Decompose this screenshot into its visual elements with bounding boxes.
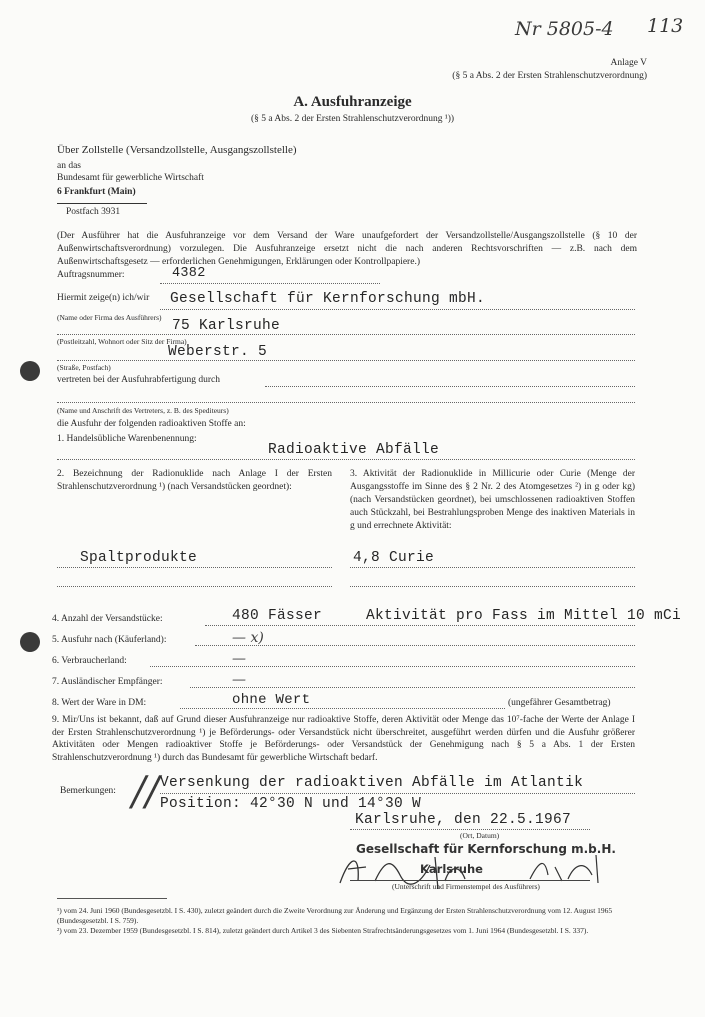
exporter-city-caption: (Postleitzahl, Wohnort oder Sitz der Firma) bbox=[57, 337, 187, 346]
company-stamp-line1: Gesellschaft für Kernforschung m.b.H. bbox=[356, 842, 616, 856]
company-stamp-line2: Karlsruhe bbox=[420, 862, 483, 876]
punch-hole-bottom bbox=[20, 632, 40, 652]
export-intro: die Ausfuhr der folgenden radioaktiven Stoffe an: bbox=[57, 419, 246, 429]
customs-office-label: Über Zollstelle (Versandzollstelle, Ausgangszollstelle) bbox=[57, 144, 297, 156]
item6-value: — bbox=[232, 651, 246, 667]
footnote-2: ²) vom 23. Dezember 1959 (Bundesgesetzbl. I S. 814), zuletzt geändert durch Artikel 3 des Siebenten Strafrechtsänderungsgesetzes vom 1. Juni 1964 (Bundesgesetzbl. I S. 337). bbox=[57, 926, 589, 935]
item1-value: Radioaktive Abfälle bbox=[268, 442, 440, 458]
address-pobox: Postfach 3931 bbox=[66, 207, 121, 217]
exporter-intro: Hiermit zeige(n) ich/wir bbox=[57, 293, 150, 303]
item8-label: 8. Wert der Ware in DM: bbox=[52, 698, 147, 708]
page-number: 113 bbox=[647, 15, 684, 37]
document-subtitle: (§ 5 a Abs. 2 der Ersten Strahlenschutzverordnung ¹)) bbox=[250, 114, 455, 124]
punch-hole-top bbox=[20, 361, 40, 381]
item2-label: 2. Bezeichnung der Radionuklide nach Anlage I der Ersten Strahlenschutzverordnung ¹) (nach Versandstücken geordnet): bbox=[57, 469, 332, 492]
exporter-street: Weberstr. 5 bbox=[168, 344, 268, 360]
item8-suffix: (ungefährer Gesamtbetrag) bbox=[508, 698, 611, 708]
item3-value: 4,8 Curie bbox=[353, 550, 435, 566]
annex-reference: (§ 5 a Abs. 2 der Ersten Strahlenschutzverordnung) bbox=[452, 71, 647, 81]
item4-value: 480 Fässer bbox=[232, 608, 323, 624]
item7-label: 7. Ausländischer Empfänger: bbox=[52, 677, 163, 687]
item9-text: 9. Mir/Uns ist bekannt, daß auf Grund dieser Ausfuhranzeige nur radioaktive Stoffe, deren Aktivität oder Menge das 10⁷-fache der Werte der Anlage I der Ersten Strahlenschutzverordnung ¹) je Beförderungs- oder Versandstück nicht überschreitet, ausgeführt werden dürfen und die Ausfuhr größerer Aktivitäten oder Mengen radioaktiver Stoffe je Beförderungs- oder Versandstück der Genehmigung nach § 5 a Abs. 1 der Ersten Strahlenschutzverordnung ¹) durch das Bundesamt für gewerbliche Wirtschaft bedarf. bbox=[52, 715, 635, 763]
annex-label: Anlage V bbox=[610, 58, 647, 68]
place-date-value: Karlsruhe, den 22.5.1967 bbox=[355, 812, 572, 828]
exporter-city: 75 Karlsruhe bbox=[172, 318, 281, 334]
exporter-street-caption: (Straße, Postfach) bbox=[57, 363, 111, 372]
item6-label: 6. Verbraucherland: bbox=[52, 656, 127, 666]
instructions-text: (Der Ausführer hat die Ausfuhranzeige vor dem Versand der Ware unaufgefordert der Versandzollstelle/Ausgangszollstelle (§ 10 der Außenwirtschaftsverordnung) vorzulegen. Die Ausfuhranzeige ersetzt nicht die nach anderen Rechtsvorschriften — z.B. nach dem Außenwirtschaftsgesetz — erforderlichen Genehmigungen, Erklärungen oder Kontrollpapiere.) bbox=[57, 231, 637, 267]
order-number-label: Auftragsnummer: bbox=[57, 270, 125, 280]
exporter-name: Gesellschaft für Kernforschung mbH. bbox=[170, 291, 486, 307]
file-number: Nr 5805-4 bbox=[515, 18, 614, 40]
remarks-line2: Position: 42°30 N und 14°30 W bbox=[160, 796, 422, 812]
item5-label: 5. Ausfuhr nach (Käuferland): bbox=[52, 635, 167, 645]
order-number-value: 4382 bbox=[172, 266, 206, 281]
address-to: an das bbox=[57, 161, 82, 171]
footnote-1: ¹) vom 24. Juni 1960 (Bundesgesetzbl. I S. 430), zuletzt geändert durch die Zweite Verordnung zur Änderung und Ergänzung der Ersten Strahlenschutzverordnung vom 12. August 1965 (Bundesgesetzbl. I S. 759). bbox=[57, 906, 613, 925]
document-title: A. Ausfuhranzeige bbox=[293, 94, 412, 110]
place-date-caption: (Ort, Datum) bbox=[460, 831, 500, 840]
address-office: Bundesamt für gewerbliche Wirtschaft bbox=[57, 173, 204, 183]
item4-label: 4. Anzahl der Versandstücke: bbox=[52, 614, 163, 624]
item1-label: 1. Handelsübliche Warenbenennung: bbox=[57, 434, 197, 444]
exporter-name-caption: (Name oder Firma des Ausführers) bbox=[57, 313, 162, 322]
representative-caption: (Name und Anschrift des Vertreters, z. B. des Spediteurs) bbox=[57, 406, 229, 415]
remarks-bracket-icon: // bbox=[132, 769, 159, 815]
representative-label: vertreten bei der Ausfuhrabfertigung durch bbox=[57, 375, 221, 385]
item3-label: 3. Aktivität der Radionuklide in Millicurie oder Curie (Menge der Ausgangsstoffe im Sinne des § 2 Nr. 2 des Atomgesetzes ²) in g oder kg) (nach Versandstücken geordnet), bei umschlossenen radioaktiven Stoffen auch Stückzahl, bei Bestrahlungsproben Menge des inaktiven Materials in g und errechnete Aktivität: bbox=[350, 469, 635, 531]
signature-caption: (Unterschrift und Firmenstempel des Ausführers) bbox=[392, 882, 540, 891]
address-city: 6 Frankfurt (Main) bbox=[57, 187, 136, 197]
item5-value: — x) bbox=[232, 630, 264, 646]
item7-value: — bbox=[232, 672, 246, 688]
item8-value: ohne Wert bbox=[232, 692, 311, 708]
item2-value: Spaltprodukte bbox=[80, 550, 198, 566]
item4-note: Aktivität pro Fass im Mittel 10 mCi bbox=[366, 608, 682, 624]
remarks-label: Bemerkungen: bbox=[60, 786, 116, 796]
remarks-line1: Versenkung der radioaktiven Abfälle im Atlantik bbox=[160, 775, 584, 791]
